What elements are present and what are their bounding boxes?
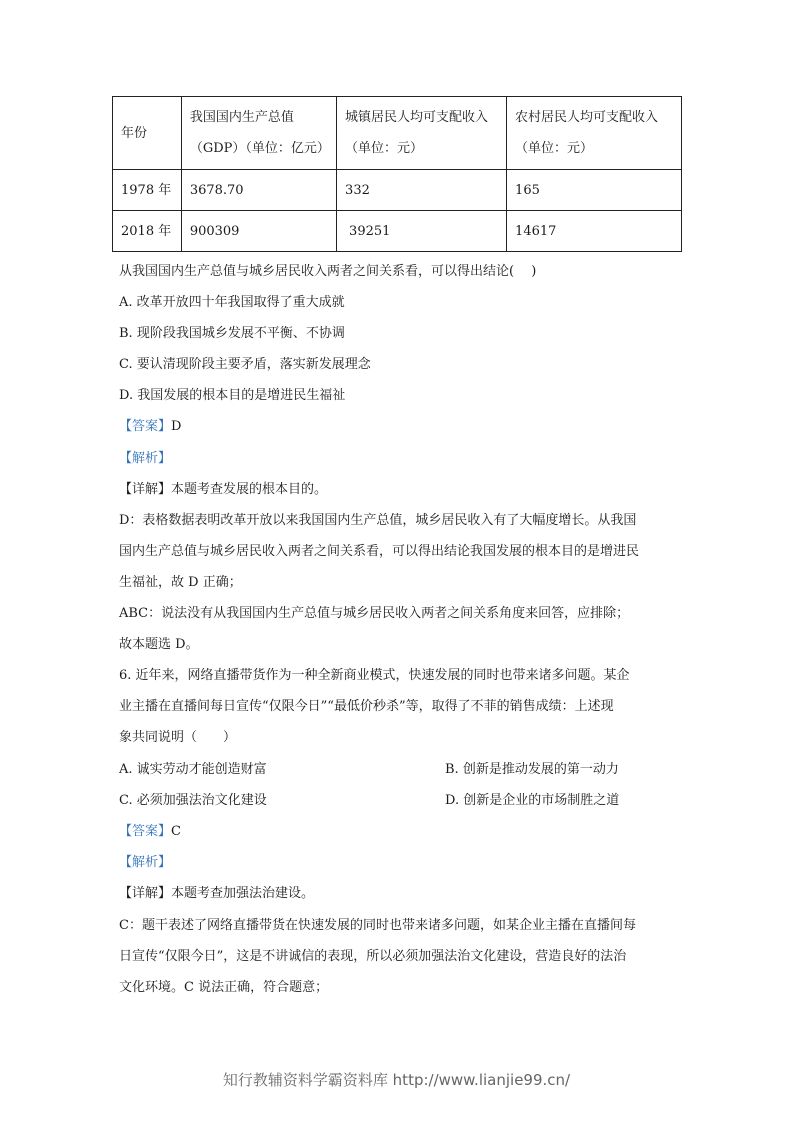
q6-stem-line: 业主播在直播间每日宣传“仅限今日”“最低价秒杀”等，取得了不菲的销售成绩：上述现: [119, 699, 614, 714]
q6-explain-line: C：题干表述了网络直播带货在快速发展的同时也带来诸多问题，如某企业主播在直播间每: [119, 918, 636, 933]
cell-year: 1978 年: [113, 170, 182, 211]
q6-option-c: C. 必须加强法治文化建设: [119, 793, 267, 808]
income-table: [112, 96, 682, 252]
header-year: 年份: [113, 97, 182, 170]
answer-value: C: [171, 824, 181, 839]
answer-tag: 【答案】: [119, 824, 172, 839]
cell-gdp: 900309: [181, 211, 336, 252]
table-header-row: [113, 97, 682, 170]
answer-value: D: [171, 419, 182, 434]
q5-option-c: C. 要认清现阶段主要矛盾，落实新发展理念: [119, 357, 371, 372]
cell-rural: 165: [507, 170, 682, 211]
detail-tag: 【详解】: [119, 482, 172, 497]
detail-tag: 【详解】: [119, 886, 172, 901]
q5-explain-line: 国内生产总值与城乡居民收入两者之间关系看，可以得出结论我国发展的根本目的是增进民: [119, 544, 640, 559]
q5-explain-line: D：表格数据表明改革开放以来我国国内生产总值，城乡居民收入有了大幅度增长。从我国: [119, 513, 637, 528]
q5-detail: [119, 480, 327, 500]
page-footer: 知行教辅资料学霸资料库 http://www.lianjie99.cn/: [222, 1071, 571, 1089]
q5-stem: 从我国国内生产总值与城乡居民收入两者之间关系看，可以得出结论( ): [119, 264, 537, 279]
cell-gdp: 3678.70: [181, 170, 336, 211]
cell-urban: 332: [337, 170, 507, 211]
header-gdp: 我国国内生产总值 （GDP）（单位：亿元）: [181, 97, 336, 170]
q6-explain-line: 日宣传“仅限今日”，这是不讲诚信的表现，所以必须加强法治文化建设，营造良好的法治: [119, 949, 627, 964]
q5-analysis-tag: 【解析】: [119, 451, 172, 466]
q5-option-d: D. 我国发展的根本目的是增进民生福祉: [119, 388, 346, 403]
header-urban-income: 城镇居民人均可支配收入 （单位：元）: [337, 97, 507, 170]
q6-analysis-tag: 【解析】: [119, 855, 172, 870]
q5-explain-line: 故本题选 D。: [119, 637, 199, 652]
detail-text: 本题考查加强法治建设。: [171, 886, 315, 901]
cell-year: 2018 年: [113, 211, 182, 252]
q6-stem-line: 象共同说明（ ）: [119, 730, 237, 745]
table-row: [113, 211, 682, 252]
q6-stem-line: 6. 近年来，网络直播带货作为一种全新商业模式，快速发展的同时也带来诸多问题。某企: [119, 668, 630, 683]
answer-tag: 【答案】: [119, 419, 172, 434]
detail-text: 本题考查发展的根本目的。: [171, 482, 328, 497]
q6-explain-line: 文化环境。C 说法正确，符合题意；: [119, 980, 329, 995]
q6-option-b: B. 创新是推动发展的第一动力: [445, 762, 619, 777]
table-row: [113, 170, 682, 211]
q5-option-b: B. 现阶段我国城乡发展不平衡、不协调: [119, 326, 345, 341]
q5-option-a: A. 改革开放四十年我国取得了重大成就: [119, 295, 345, 310]
q5-answer: [119, 417, 181, 437]
header-rural-income: 农村居民人均可支配收入 （单位：元）: [507, 97, 682, 170]
q5-explain-line: 生福祉，故 D 正确；: [119, 575, 242, 590]
q6-detail: [119, 884, 314, 904]
q6-option-d: D. 创新是企业的市场制胜之道: [445, 793, 620, 808]
q5-explain-line: ABC：说法没有从我国国内生产总值与城乡居民收入两者之间关系角度来回答，应排除；: [119, 606, 630, 621]
cell-rural: 14617: [507, 211, 682, 252]
q6-option-a: A. 诚实劳动才能创造财富: [119, 762, 267, 777]
q6-answer: [119, 822, 181, 842]
cell-urban: 39251: [337, 211, 507, 252]
